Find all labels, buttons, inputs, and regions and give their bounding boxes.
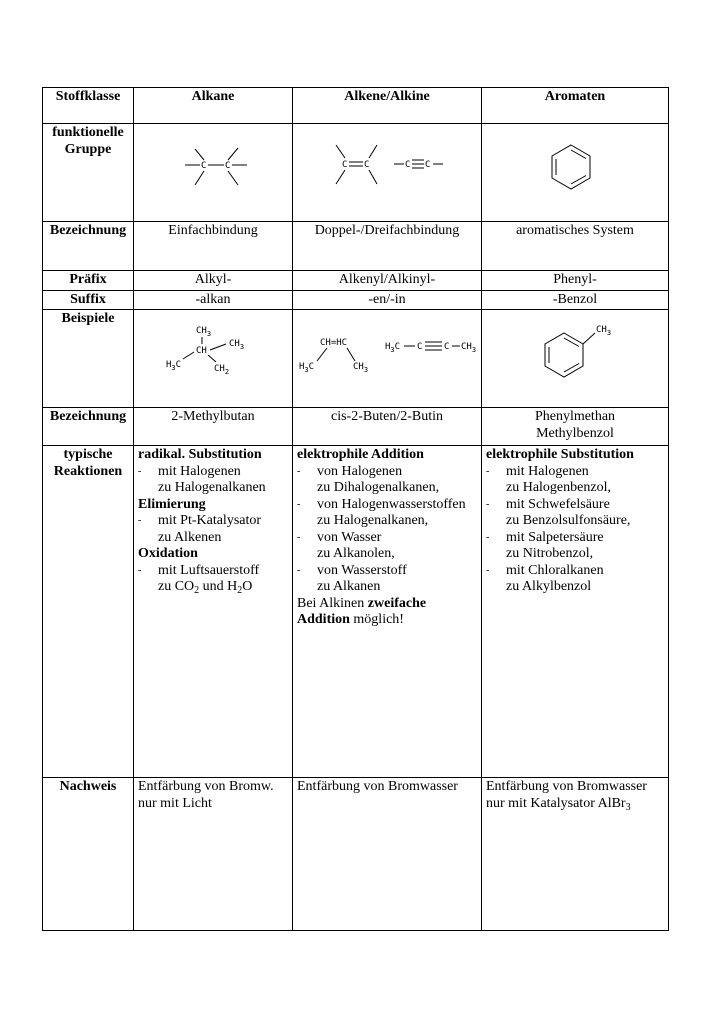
alkane-carbon-label: C [225, 161, 231, 171]
row-praefix [43, 271, 669, 291]
nachweis-text: Entfärbung von Bromwasser [297, 779, 458, 794]
reaction-item-continuation: zu Benzolsulfonsäure, [506, 513, 631, 528]
reaction-text: von Halogenwasserstoffen [317, 496, 466, 512]
reaction-text: zu CO [158, 579, 195, 594]
label-bezeichnung-beispiele: Bezeichnung [43, 408, 134, 446]
cell-nachweis-aromat [482, 778, 669, 931]
label-beispiele: Beispiele [43, 310, 134, 408]
header-row [43, 88, 669, 124]
butyne-ch3-label: $CH_3$ [461, 342, 477, 354]
cell-reaktionen-alkane [134, 446, 293, 778]
cell-name-aromat [482, 408, 669, 446]
reaction-item-continuation: zu Alkanolen, [317, 546, 395, 561]
cell-praefix-aromat: Phenyl- [482, 271, 669, 291]
cell-reaktionen-alkene [293, 446, 482, 778]
reaction-item-continuation: zu Alkenen [158, 529, 222, 545]
ch3-right-label: $CH_3$ [229, 339, 245, 351]
note-text: möglich! [349, 612, 404, 627]
reaction-heading: Oxidation [138, 546, 198, 561]
nachweis-text: Entfärbung von Bromwasser [486, 779, 647, 794]
header-alkene-alkine: Alkene/Alkine [293, 88, 482, 124]
reaction-item [297, 530, 477, 547]
reaction-item-continuation [138, 579, 288, 596]
cell-name-alkene: cis-2-Buten/2-Butin [293, 408, 482, 446]
label-praefix: Präfix [43, 271, 134, 291]
reaction-item-continuation: zu Dihalogenalkanen, [317, 480, 440, 495]
row-bezeichnung [43, 222, 669, 271]
reaction-heading: elektrophile Substitution [486, 447, 634, 462]
row-bezeichnung-beispiele [43, 408, 669, 446]
label-nachweis: Nachweis [43, 778, 134, 931]
h3c-label: $H_3C$ [166, 360, 182, 372]
label-reaktionen: typische Reaktionen [43, 446, 134, 778]
reaction-item [297, 464, 477, 481]
ch3-subscript: 3 [239, 343, 245, 351]
reaction-item [138, 464, 288, 481]
reaction-heading: elektrophile Addition [297, 447, 424, 462]
row-funktionelle-gruppe [43, 124, 669, 222]
cell-suffix-alkene: -en/-in [293, 290, 482, 310]
toluene-structure [486, 311, 664, 401]
cell-aromat-group [482, 124, 669, 222]
toluene-ch3-label: $CH_3$ [596, 325, 612, 337]
cell-bezeichnung-alkane: Einfachbindung [134, 222, 293, 271]
alkine-note [297, 596, 477, 629]
ch2-label: $CH_2$ [214, 364, 230, 376]
benzene-ring-structure [486, 125, 664, 215]
reaction-item [138, 513, 288, 530]
reaction-heading: Elimierung [138, 496, 206, 512]
label-suffix: Suffix [43, 290, 134, 310]
bullet-dash: - [138, 564, 142, 576]
alkane-functional-group-structure [138, 125, 288, 215]
bullet-dash: - [486, 531, 490, 543]
alkyne-carbon-label: C [405, 160, 411, 170]
reaction-text: mit Halogenen [506, 463, 589, 479]
comparison-table [42, 87, 669, 931]
cell-praefix-alkane: Alkyl- [134, 271, 293, 291]
row-beispiele [43, 310, 669, 408]
reaction-text: mit Schwefelsäure [506, 496, 610, 512]
cell-bezeichnung-aromat: aromatisches System [482, 222, 669, 271]
reaction-text: und H [199, 579, 238, 594]
subscript: 2 [237, 585, 243, 596]
reaction-item-continuation: zu Alkylbenzol [506, 579, 592, 594]
alkene-carbon-label: C [364, 160, 370, 170]
row-suffix [43, 290, 669, 310]
reaction-text: von Wasser [317, 529, 382, 545]
aromat-name-2: Methylbenzol [536, 425, 614, 441]
reaction-heading: radikal. Substitution [138, 447, 262, 462]
reaction-item-continuation: zu Halogenalkanen [158, 480, 266, 495]
bullet-dash: - [297, 564, 301, 576]
header-stoffklasse: Stoffklasse [43, 88, 134, 124]
cell-suffix-aromat: -Benzol [482, 290, 669, 310]
note-emphasis: zweifache Addition [297, 595, 427, 627]
reaction-text: mit Chloralkanen [506, 562, 604, 578]
bullet-dash: - [297, 498, 301, 510]
header-alkane: Alkane [134, 88, 293, 124]
subscript: 2 [194, 585, 200, 596]
reaction-item [297, 563, 477, 580]
alkene-alkyne-functional-group-structure [297, 125, 477, 215]
header-aromaten: Aromaten [482, 88, 669, 124]
ch-label: CH [196, 346, 207, 356]
reaction-item [486, 497, 664, 514]
reaction-text: mit Luftsauerstoff [158, 562, 260, 578]
methyl-label: $CH_3$ [196, 326, 212, 338]
bullet-dash: - [486, 498, 490, 510]
butyne-carbon-label: C [444, 342, 450, 352]
bullet-dash: - [138, 465, 142, 477]
reaction-item [486, 530, 664, 547]
reaction-item-continuation: zu Halogenbenzol, [506, 480, 611, 495]
cell-alkane-group [134, 124, 293, 222]
bullet-dash: - [138, 515, 142, 526]
reaction-text: von Wasserstoff [317, 562, 407, 578]
butene-double-bond-label: CH=HC [320, 338, 348, 348]
cell-alkene-group [293, 124, 482, 222]
butene-h3c-label: $H_3C$ [299, 362, 315, 374]
reaction-item-continuation: zu Nitrobenzol, [506, 546, 594, 561]
reaction-item-continuation: zu Halogenalkanen, [317, 513, 429, 528]
cell-beispiel-aromat [482, 310, 669, 408]
bullet-dash: - [486, 564, 490, 576]
cell-praefix-alkene: Alkenyl/Alkinyl- [293, 271, 482, 291]
butene-ch3-label: $CH_3$ [353, 362, 369, 374]
reaction-text: von Halogenen [317, 463, 403, 479]
nachweis-text-part: nur mit Katalysator AlBr [486, 795, 626, 811]
butene-butyne-structure [297, 311, 477, 401]
bullet-dash: - [297, 465, 301, 477]
reaction-item [297, 497, 477, 514]
aromat-name-1: Phenylmethan [534, 409, 616, 424]
butyne-h3c-label: $H_3C$ [385, 342, 401, 354]
reaction-item [138, 563, 288, 580]
reaction-text: O [242, 579, 253, 594]
reaction-text: mit Pt-Katalysator [158, 513, 262, 528]
bullet-dash: - [297, 531, 301, 543]
alkene-carbon-label: C [342, 160, 348, 170]
bullet-dash: - [486, 465, 490, 477]
note-text: Bei Alkinen [297, 595, 368, 611]
methyl-subscript: 3 [206, 330, 212, 338]
cell-bezeichnung-alkene: Doppel-/Dreifachbindung [293, 222, 482, 271]
methylbutane-structure [138, 311, 288, 401]
label-bezeichnung: Bezeichnung [43, 222, 134, 271]
label-funktionelle-gruppe: funktionelle Gruppe [43, 124, 134, 222]
cell-beispiel-alkene [293, 310, 482, 408]
reaction-item-continuation: zu Alkanen [317, 579, 381, 594]
alkane-carbon-label: C [201, 161, 207, 171]
cell-suffix-alkane: -alkan [134, 290, 293, 310]
cell-name-alkane: 2-Methylbutan [134, 408, 293, 446]
cell-nachweis-alkene [293, 778, 482, 931]
reaction-text: mit Halogenen [158, 463, 241, 479]
nachweis-text [486, 796, 664, 813]
row-reaktionen [43, 446, 669, 778]
butyne-carbon-label: C [417, 342, 423, 352]
reaction-item [486, 464, 664, 481]
cell-beispiel-alkane [134, 310, 293, 408]
cell-reaktionen-aromat [482, 446, 669, 778]
row-nachweis [43, 778, 669, 931]
reaction-text: mit Salpetersäure [506, 529, 604, 545]
nachweis-text: Entfärbung von Bromw. [138, 779, 274, 794]
nachweis-text: nur mit Licht [138, 795, 212, 811]
reaction-item [486, 563, 664, 580]
subscript: 3 [625, 801, 631, 813]
alkyne-carbon-label: C [425, 160, 431, 170]
cell-nachweis-alkane [134, 778, 293, 931]
